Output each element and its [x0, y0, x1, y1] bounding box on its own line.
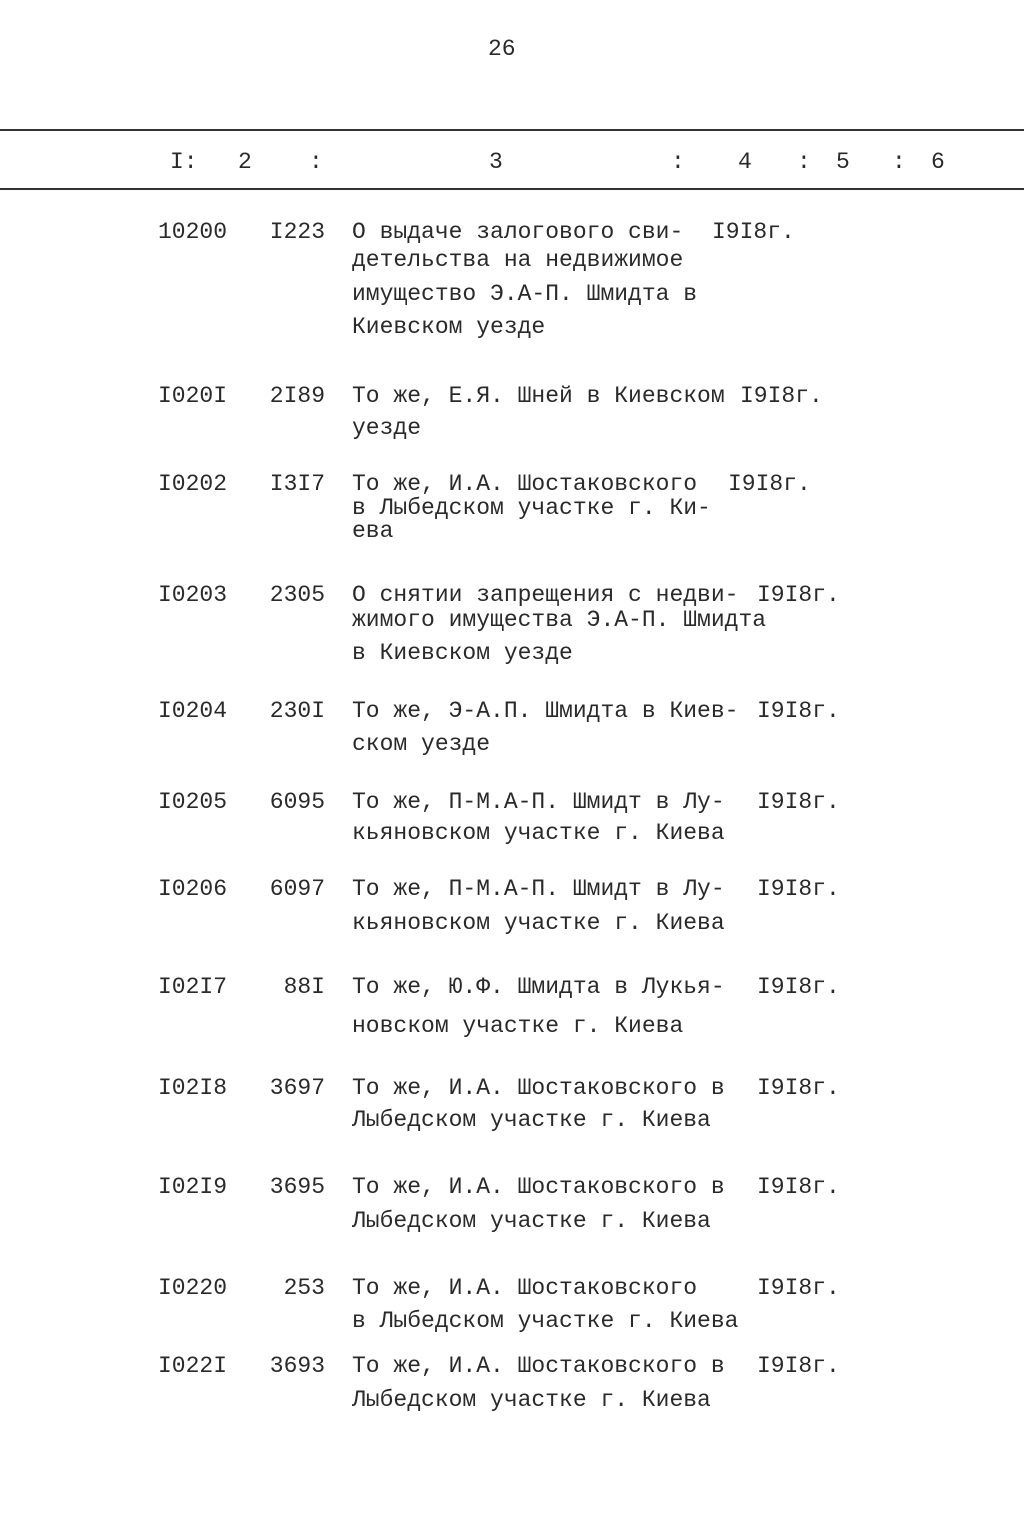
case-reference: 3693	[269, 1353, 325, 1379]
item-number: I022I	[158, 1353, 228, 1379]
year: I9I8г.	[757, 582, 840, 608]
year: I9I8г.	[757, 1353, 840, 1379]
description-line: ском уезде	[352, 731, 491, 757]
description-line: Лыбедском участке г. Киева	[352, 1208, 711, 1234]
year: I9I8г.	[757, 974, 840, 1000]
description-line: Киевском уезде	[352, 314, 546, 340]
year: I9I8г.	[728, 471, 811, 497]
case-reference: 3697	[269, 1075, 325, 1101]
description-line: в Лыбедском участке г. Киева	[352, 1308, 739, 1334]
year: I9I8г.	[757, 1275, 840, 1301]
item-number: I0202	[158, 471, 228, 497]
item-number: I0204	[158, 698, 228, 724]
case-reference: I3I7	[269, 471, 325, 497]
description-line: кьяновском участке г. Киева	[352, 910, 725, 936]
description-line: То же, Э-А.П. Шмидта в Киев-	[352, 698, 739, 724]
header-top-rule	[0, 129, 1024, 131]
description-line: То же, И.А. Шостаковского	[352, 1275, 698, 1301]
item-number: I02I8	[158, 1075, 228, 1101]
column-header-number: 4	[738, 149, 752, 175]
year: I9I8г.	[757, 1174, 840, 1200]
column-header-number: 2	[238, 149, 252, 175]
description-line: в Киевском уезде	[352, 640, 573, 666]
year: I9I8г.	[757, 876, 840, 902]
column-header-number: 3	[489, 149, 503, 175]
description-line: О выдаче залогового сви-	[352, 219, 684, 245]
description-line: уезде	[352, 415, 422, 441]
case-reference: I223	[269, 219, 325, 245]
case-reference: 88I	[283, 974, 325, 1000]
item-number: I0220	[158, 1275, 228, 1301]
column-separator: :	[892, 149, 906, 175]
description-line: детельства на недвижимое	[352, 247, 684, 273]
page-number: 26	[488, 36, 516, 62]
description-line: То же, И.А. Шостаковского в	[352, 1174, 725, 1200]
header-bottom-rule	[0, 188, 1024, 190]
item-number: I0206	[158, 876, 228, 902]
item-number: 10200	[158, 219, 228, 245]
description-line: То же, И.А. Шостаковского в	[352, 1353, 725, 1379]
year: I9I8г.	[712, 219, 795, 245]
description-line: в Лыбедском участке г. Ки-	[352, 495, 711, 521]
description-line: Лыбедском участке г. Киева	[352, 1107, 711, 1133]
case-reference: 230I	[269, 698, 325, 724]
year: I9I8г.	[757, 1075, 840, 1101]
column-separator: :	[309, 149, 323, 175]
description-line: ева	[352, 518, 394, 544]
year: I9I8г.	[757, 789, 840, 815]
case-reference: 3695	[269, 1174, 325, 1200]
year: I9I8г.	[757, 698, 840, 724]
description-line: жимого имущества Э.А-П. Шмидта	[352, 607, 767, 633]
description-line: новском участке г. Киева	[352, 1013, 684, 1039]
case-reference: 253	[283, 1275, 325, 1301]
case-reference: 2I89	[269, 383, 325, 409]
item-number: I0205	[158, 789, 228, 815]
item-number: I02I7	[158, 974, 228, 1000]
item-number: I02I9	[158, 1174, 228, 1200]
description-line: Лыбедском участке г. Киева	[352, 1387, 711, 1413]
description-line: О снятии запрещения с недви-	[352, 582, 739, 608]
case-reference: 2305	[269, 582, 325, 608]
description-line: То же, Ю.Ф. Шмидта в Лукья-	[352, 974, 725, 1000]
description-line: То же, П-М.А-П. Шмидт в Лу-	[352, 789, 725, 815]
year: I9I8г.	[740, 383, 823, 409]
description-line: То же, И.А. Шостаковского в	[352, 1075, 725, 1101]
case-reference: 6097	[269, 876, 325, 902]
case-reference: 6095	[269, 789, 325, 815]
description-line: имущество Э.А-П. Шмидта в	[352, 281, 698, 307]
column-separator: :	[797, 149, 811, 175]
column-header-number: I:	[170, 149, 198, 175]
column-header-number: 5	[836, 149, 850, 175]
description-line: То же, Е.Я. Шней в Киевском	[352, 383, 725, 409]
description-line: То же, П-М.А-П. Шмидт в Лу-	[352, 876, 725, 902]
item-number: I020I	[158, 383, 228, 409]
item-number: I0203	[158, 582, 228, 608]
description-line: То же, И.А. Шостаковского	[352, 471, 698, 497]
column-header-number: 6	[931, 149, 945, 175]
description-line: кьяновском участке г. Киева	[352, 820, 725, 846]
column-separator: :	[671, 149, 685, 175]
